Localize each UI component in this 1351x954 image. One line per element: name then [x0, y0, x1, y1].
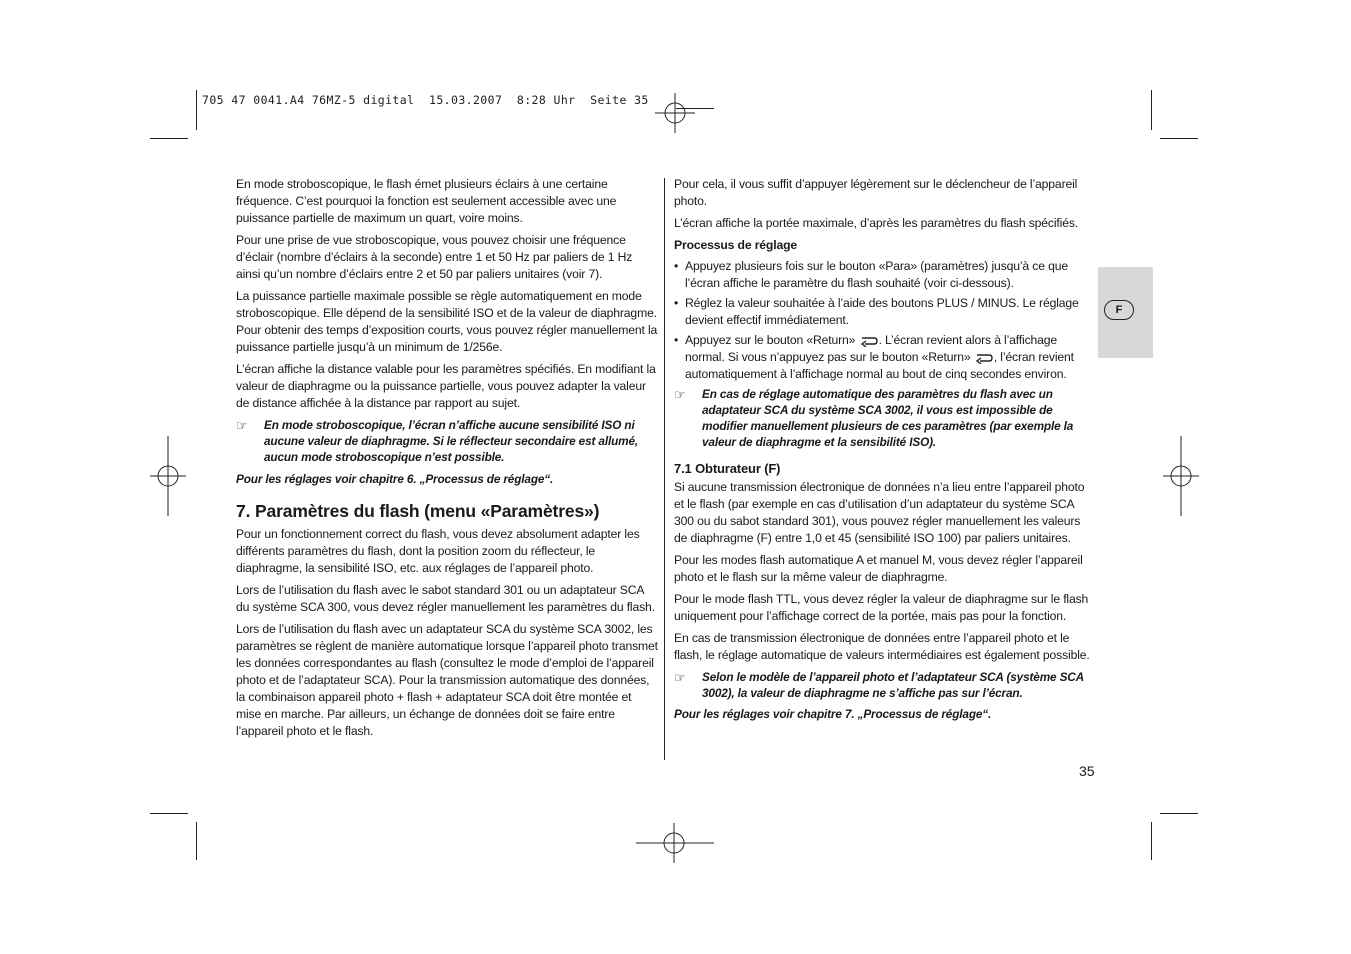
paragraph: Pour le mode flash TTL, vous devez régler la valeur de diaphragme sur le flash uniquement pour l’affichage correct de la portée, mais pas pour la fonction.: [674, 592, 1089, 623]
paragraph: Si aucune transmission électronique de données n’a lieu entre l’appareil photo et le flash (par exemple en cas d’utilisation d’un adaptateur du système SCA 300 ou du sabot standard 301), vous pouvez régler manuellement les valeurs de diaphragme (F) entre 1,0 et 45 (sensibilité ISO 100) par paliers unitaires.: [674, 480, 1085, 545]
crop-mark: [150, 138, 188, 139]
language-badge: F: [1104, 300, 1134, 320]
paragraph: L’écran affiche la portée maximale, d’après les paramètres du flash spécifiés.: [674, 216, 1079, 230]
list-item-text-part: , l’écran revient automatiquement à l’affichage normal au bout de cinq secondes environ.: [685, 350, 1074, 381]
list-item: [674, 295, 1096, 329]
language-tab: [1098, 267, 1153, 358]
crop-mark: [196, 822, 197, 860]
crop-mark: [150, 813, 188, 814]
pointing-hand-icon: ☞: [236, 418, 248, 433]
list-item-text: [685, 332, 1096, 383]
page-number: 35: [1079, 763, 1095, 779]
note-text: Selon le modèle de l’appareil photo et l’adaptateur SCA (système SCA 3002), la valeur de diaphragme ne s’affiche pas sur l’écran.: [702, 670, 1084, 700]
list-item: [674, 258, 1096, 292]
note: [674, 669, 1096, 701]
note: [674, 386, 1096, 450]
crop-mark: [1151, 822, 1152, 860]
note-text: En cas de réglage automatique des paramètres du flash avec un adaptateur SCA du système SCA 3002, il vous est impossible de modifier manuellement plusieurs de ces paramètres (par exemple la valeur de diaphragme et la sensibilité ISO).: [702, 387, 1074, 449]
paragraph: En cas de transmission électronique de données entre l’appareil photo et le flash, le réglage automatique de valeurs intermédiaires est également possible.: [674, 631, 1090, 662]
chapter-reference: Pour les réglages voir chapitre 7. „Processus de réglage“.: [674, 707, 992, 721]
paragraph: Pour les modes flash automatique A et manuel M, vous devez régler l’appareil photo et le flash sur la même valeur de diaphragme.: [674, 553, 1083, 584]
list-item-text-part: Appuyez sur le bouton «Return»: [685, 333, 856, 347]
column-divider: [664, 178, 665, 760]
subsection-heading: 7.1 Obturateur (F): [674, 461, 781, 476]
bullet-icon: •: [674, 296, 679, 310]
list-item: [674, 332, 1096, 383]
chapter-reference: Pour les réglages voir chapitre 6. „Processus de réglage“.: [236, 472, 554, 486]
paragraph: Lors de l’utilisation du flash avec un adaptateur SCA du système SCA 3002, les paramètres se règlent de manière automatique lorsque l’appareil photo transmet les données correspondantes au flash (consultez le mode d’emploi de l’appareil photo et de l’adaptateur SCA). Pour la transmission automatique des données, la combinaison appareil photo + flash + adaptateur SCA doit être montée et mise en marche. Par ailleurs, un échange de données doit se faire entre l’appareil photo et le flash.: [236, 622, 658, 738]
paragraph: Lors de l’utilisation du flash avec le sabot standard 301 ou un adaptateur SCA du système SCA 300, vous devez régler manuellement les paramètres du flash.: [236, 583, 655, 614]
note-text: En mode stroboscopique, l’écran n’affiche aucune sensibilité ISO ni aucune valeur de diaphragme. Si le réflecteur secondaire est allumé, aucun mode stroboscopique n’est possible.: [264, 418, 639, 464]
section-heading: 7. Paramètres du flash (menu «Paramètres»): [236, 501, 600, 521]
bullet-icon: •: [674, 333, 679, 347]
pointing-hand-icon: ☞: [674, 670, 686, 685]
left-column: [236, 176, 658, 745]
crop-mark: [1160, 138, 1198, 139]
print-slug: 705 47 0041.A4 76MZ-5 digital 15.03.2007 8:28 Uhr Seite 35: [202, 93, 649, 107]
list-item-text: Réglez la valeur souhaitée à l’aide des boutons PLUS / MINUS. Le réglage devient effectif immédiatement.: [685, 296, 1079, 327]
crop-mark: [1160, 813, 1198, 814]
return-arrow-icon: [974, 352, 994, 364]
note: [236, 417, 658, 465]
registration-mark-icon: [148, 436, 188, 516]
paragraph: Pour un fonctionnement correct du flash, vous devez absolument adapter les différents paramètres du flash, dont la position zoom du réflecteur, le diaphragme, la sensibilité ISO, etc. aux réglages de l’appareil photo.: [236, 527, 640, 575]
registration-mark-icon: [1161, 436, 1201, 516]
paragraph: En mode stroboscopique, le flash émet plusieurs éclairs à une certaine fréquence. C’est pourquoi la fonction est seulement accessible avec une puissance partielle de maximum un quart, voire moins.: [236, 177, 617, 225]
subsection-label: Processus de réglage: [674, 238, 797, 252]
crop-mark: [1151, 90, 1152, 130]
bullet-icon: •: [674, 259, 679, 273]
list-item-text: Appuyez plusieurs fois sur le bouton «Para» (paramètres) jusqu’à ce que l’écran affiche le paramètre du flash souhaité (voir ci-dessous).: [685, 259, 1068, 290]
crop-mark: [196, 90, 197, 130]
paragraph: L’écran affiche la distance valable pour les paramètres spécifiés. En modifiant la valeur de diaphragme ou la puissance partielle, vous pouvez adapter la valeur de distance affichée à la distance par rapport au sujet.: [236, 362, 656, 410]
registration-mark-icon: [655, 93, 695, 133]
paragraph: Pour une prise de vue stroboscopique, vous pouvez choisir une fréquence d’éclair (nombre d’éclairs à la seconde) entre 1 et 50 Hz par paliers de 1 Hz ainsi qu’un nombre d’éclairs entre 2 et 50 par paliers unitaires (voir 7).: [236, 233, 633, 281]
return-arrow-icon: [859, 335, 879, 347]
paragraph: Pour cela, il vous suffit d’appuyer légèrement sur le déclencheur de l’appareil photo.: [674, 177, 1078, 208]
registration-mark-icon: [636, 823, 714, 863]
pointing-hand-icon: ☞: [674, 387, 686, 402]
right-column: [674, 176, 1096, 731]
paragraph: La puissance partielle maximale possible se règle automatiquement en mode stroboscopique. Elle dépend de la sensibilité ISO et de la valeur de diaphragme. Pour obtenir des temps d’exposition courts, vous pouvez régler manuellement la puissance partielle jusqu’à un minimum de 1/256e.: [236, 289, 658, 354]
list-item-text-part: . L’écran revient alors à l’affichage normal. Si vous n’appuyez pas sur le bouton «Return»: [685, 333, 1058, 364]
